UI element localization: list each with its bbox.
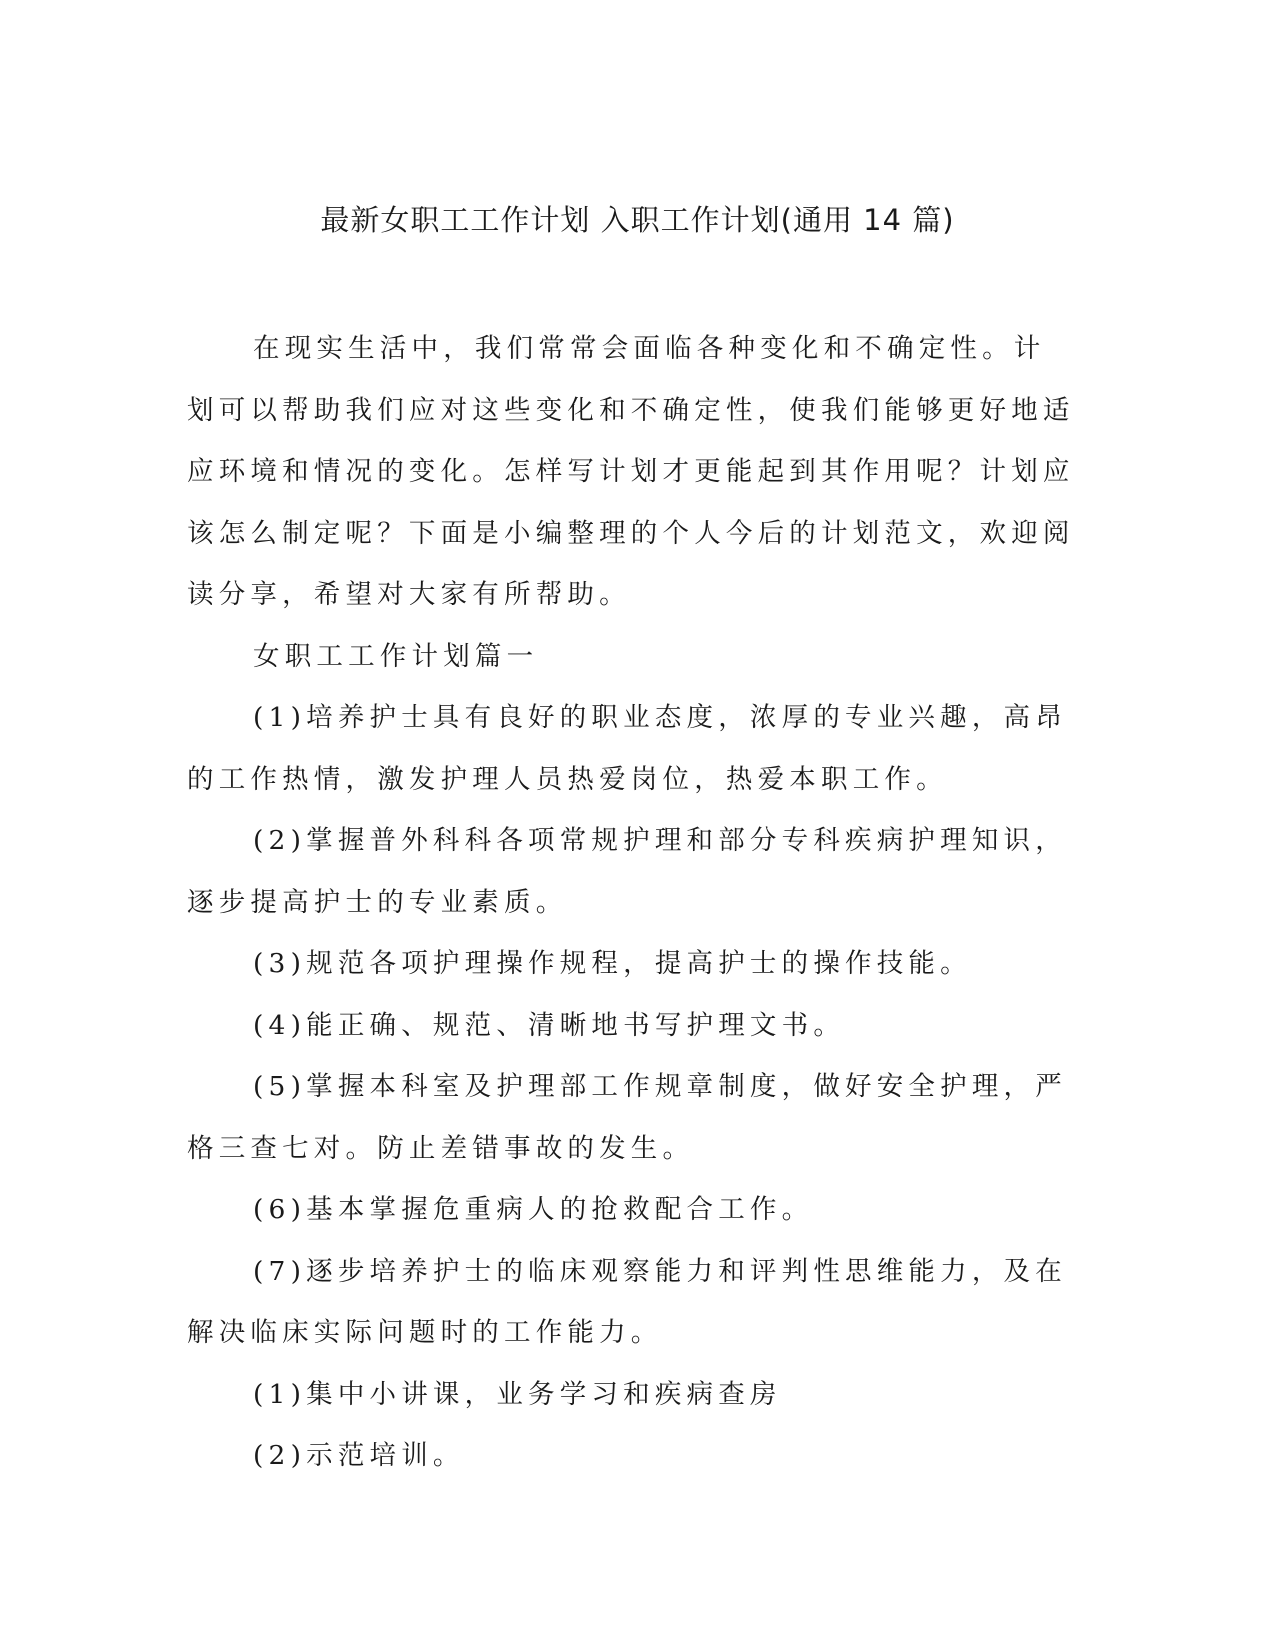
list-item: (1)培养护士具有良好的职业态度，浓厚的专业兴趣，高昂的工作热情，激发护理人员热爱岗位，热爱本职工作。: [187, 702, 1067, 795]
list-item: (5)掌握本科室及护理部工作规章制度，做好安全护理，严格三查七对。防止差错事故的发生。: [187, 1071, 1067, 1164]
document-body: [187, 318, 1077, 1487]
list-item: (7)逐步培养护士的临床观察能力和评判性思维能力，及在解决临床实际问题时的工作能力。: [187, 1255, 1067, 1348]
list-item: (2)掌握普外科科各项常规护理和部分专科疾病护理知识，逐步提高护士的专业素质。: [187, 825, 1067, 918]
document-title: 最新女职工工作计划 入职工作计划(通用 14 篇): [320, 203, 955, 237]
list-item: (3)规范各项护理操作规程，提高护士的操作技能。: [253, 948, 972, 979]
section-heading: 女职工工作计划篇一: [253, 640, 539, 672]
list-item: (2)示范培训。: [253, 1440, 465, 1471]
intro-paragraph: 在现实生活中，我们常常会面临各种变化和不确定性。计划可以帮助我们应对这些变化和不确定性，使我们能够更好地适应环境和情况的变化。怎样写计划才更能起到其作用呢？计划应该怎么制定呢？下面是小编整理的个人今后的计划范文，欢迎阅读分享，希望对大家有所帮助。: [187, 333, 1075, 610]
list-item: (6)基本掌握危重病人的抢救配合工作。: [253, 1194, 814, 1225]
list-item: (1)集中小讲课，业务学习和疾病查房: [253, 1378, 782, 1410]
list-item: (4)能正确、规范、清晰地书写护理文书。: [253, 1009, 846, 1041]
